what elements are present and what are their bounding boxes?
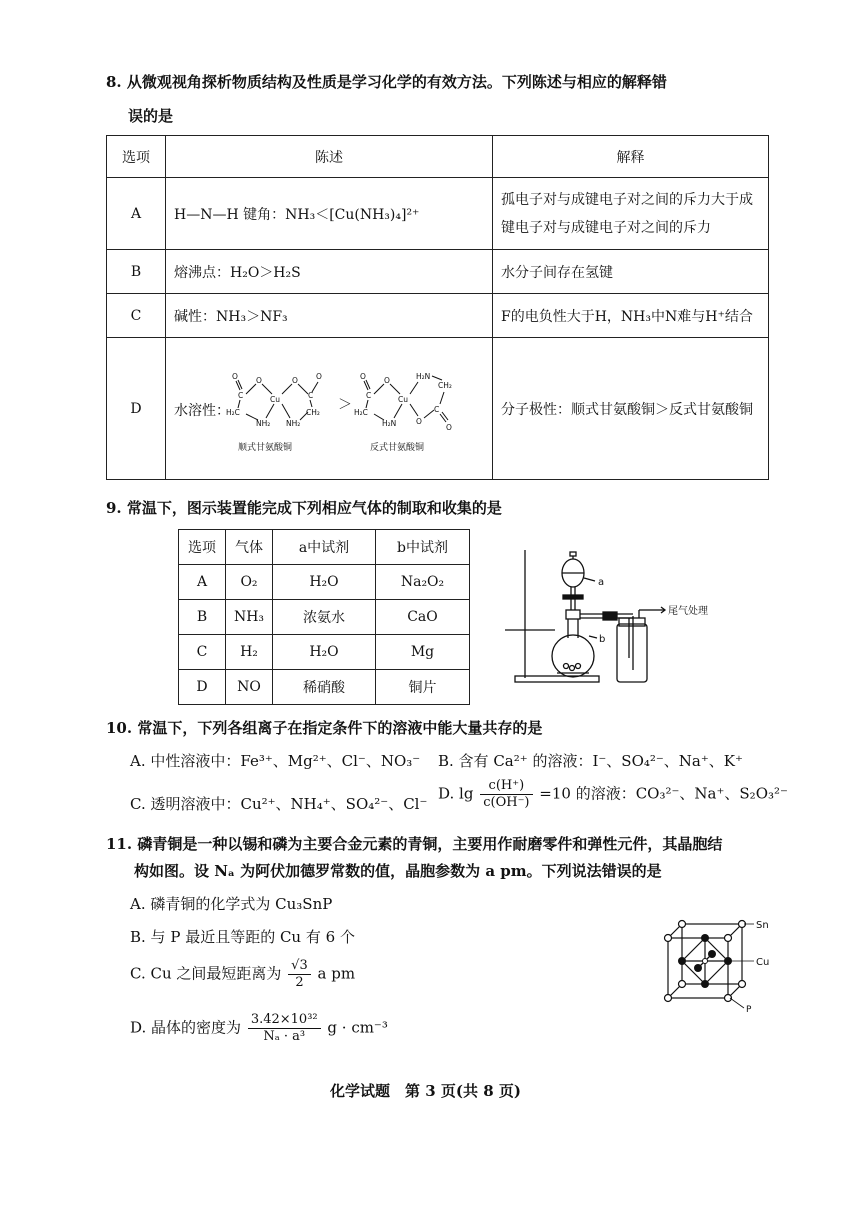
- q11-stem-line1: 11. 磷青铜是一种以锡和磷为主要合金元素的青铜，主要用作耐磨零件和弹性元件，其晶胞结: [106, 835, 723, 853]
- svg-text:CH₂: CH₂: [306, 408, 320, 417]
- q8-header-option: 选项: [107, 136, 166, 178]
- q8-stem: [106, 70, 856, 128]
- q9-table: [178, 529, 470, 705]
- q9-cell: O₂: [226, 565, 273, 600]
- q8-row-b-statement: 熔沸点：H₂O＞H₂S: [166, 250, 493, 294]
- q9-header-gas: 气体: [226, 530, 273, 565]
- q11-stem-line2: 构如图。设 Nₐ 为阿伏加德罗常数的值，晶胞参数为 a pm。下列说法错误的是: [134, 862, 662, 880]
- q8-row-c-statement: 碱性：NH₃＞NF₃: [166, 294, 493, 338]
- q9-cell: CaO: [376, 600, 470, 635]
- q9-cell: Na₂O₂: [376, 565, 470, 600]
- q9-cell: NH₃: [226, 600, 273, 635]
- svg-text:O: O: [360, 372, 366, 381]
- q9-cell: 铜片: [376, 670, 470, 705]
- svg-text:Cu: Cu: [270, 395, 280, 404]
- svg-text:C: C: [308, 391, 314, 400]
- q9-cell: C: [179, 635, 226, 670]
- svg-text:O: O: [416, 417, 422, 426]
- crystal-label-cu: Cu: [756, 957, 770, 968]
- q8-row-a-option: A: [107, 178, 166, 250]
- svg-text:C: C: [434, 405, 440, 414]
- svg-text:C: C: [366, 391, 372, 400]
- trans-label: 反式甘氨酸铜: [370, 443, 425, 453]
- q8-row-b-explain: 水分子间存在氢键: [493, 250, 769, 294]
- svg-text:O: O: [384, 376, 390, 385]
- glycinate-copper-structures: [224, 362, 474, 462]
- crystal-cell-diagram: [660, 918, 780, 1013]
- q8-row-c-explain: F的电负性大于H，NH₃中N难与H⁺结合: [493, 294, 769, 338]
- gas-apparatus-diagram: [505, 538, 745, 688]
- q8-row-b-option: B: [107, 250, 166, 294]
- q9-cell: D: [179, 670, 226, 705]
- svg-text:O: O: [256, 376, 262, 385]
- q11-d-denominator: Nₐ · a³: [263, 1029, 306, 1044]
- svg-text:O: O: [232, 372, 238, 381]
- cis-label: 顺式甘氨酸铜: [238, 443, 293, 453]
- q9-cell: 稀硝酸: [273, 670, 376, 705]
- q11-d-fraction: [248, 1012, 321, 1045]
- q10-d-fraction: [480, 778, 532, 811]
- q8-table: [106, 135, 769, 480]
- crystal-label-sn: Sn: [756, 920, 769, 931]
- q9-cell: B: [179, 600, 226, 635]
- svg-text:H₂C: H₂C: [226, 408, 240, 417]
- q11-option-a: A. 磷青铜的化学式为 Cu₃SnP: [130, 895, 333, 913]
- q8-row-a-statement: H—N—H 键角：NH₃＜[Cu(NH₃)₄]²⁺: [166, 178, 493, 250]
- q10-d-suffix: =10 的溶液：CO₃²⁻、Na⁺、S₂O₃²⁻: [539, 784, 788, 803]
- q11-option-d: [130, 1012, 388, 1045]
- q11-c-prefix: C. Cu 之间最短距离为: [130, 964, 282, 983]
- label-tail-gas: 尾气处理: [668, 606, 708, 617]
- q8-row-d-explain: 分子极性：顺式甘氨酸铜＞反式甘氨酸铜: [493, 338, 769, 480]
- svg-text:O: O: [292, 376, 298, 385]
- q8-header-statement: 陈述: [166, 136, 493, 178]
- label-a: a: [598, 577, 605, 588]
- q8-row-d-lead: 水溶性：: [174, 403, 230, 419]
- q10-option-b: B. 含有 Ca²⁺ 的溶液：I⁻、SO₄²⁻、Na⁺、K⁺: [438, 752, 743, 770]
- q11-c-denominator: 2: [295, 975, 304, 990]
- svg-text:H₂N: H₂N: [382, 419, 397, 428]
- q10-d-numerator: c(H⁺): [480, 778, 532, 795]
- q8-header-explain: 解释: [493, 136, 769, 178]
- q9-cell: H₂O: [273, 565, 376, 600]
- q9-header-b: b中试剂: [376, 530, 470, 565]
- q9-cell: Mg: [376, 635, 470, 670]
- svg-text:O: O: [316, 372, 322, 381]
- q9-cell: H₂: [226, 635, 273, 670]
- page-footer: 化学试题 第 3 页(共 8 页): [330, 1082, 521, 1100]
- q11-d-prefix: D. 晶体的密度为: [130, 1018, 242, 1037]
- q9-cell: 浓氨水: [273, 600, 376, 635]
- q11-option-b: B. 与 P 最近且等距的 Cu 有 6 个: [130, 928, 355, 946]
- q11-c-fraction: [288, 958, 311, 991]
- q11-c-numerator: √3: [288, 958, 311, 975]
- q8-row-a-explain: 孤电子对与成键电子对之间的斥力大于成键电子对与成键电子对之间的斥力: [493, 178, 769, 250]
- svg-text:C: C: [238, 391, 244, 400]
- q9-header-option: 选项: [179, 530, 226, 565]
- crystal-label-p: P: [746, 1005, 752, 1013]
- q10-d-prefix: D. lg: [438, 784, 474, 803]
- svg-text:NH₂: NH₂: [286, 419, 301, 428]
- q10-stem: 10. 常温下，下列各组离子在指定条件下的溶液中能大量共存的是: [106, 719, 543, 737]
- q11-d-suffix: g · cm⁻³: [327, 1018, 388, 1037]
- label-b: b: [599, 634, 606, 645]
- q9-cell: H₂O: [273, 635, 376, 670]
- d-compare-sign: ＞: [338, 397, 352, 413]
- svg-text:CH₂: CH₂: [438, 381, 452, 390]
- q9-header-a: a中试剂: [273, 530, 376, 565]
- q8-row-d-statement: [166, 338, 493, 480]
- svg-text:H₂N: H₂N: [416, 372, 431, 381]
- svg-text:NH₂: NH₂: [256, 419, 271, 428]
- q11-d-numerator: 3.42×10³²: [248, 1012, 321, 1029]
- q10-option-d: [438, 778, 788, 811]
- q8-stem-line1: 8. 从微观视角探析物质结构及性质是学习化学的有效方法。下列陈述与相应的解释错: [106, 73, 667, 91]
- q11-c-suffix: a pm: [317, 964, 356, 983]
- q8-row-d-option: D: [107, 338, 166, 480]
- q10-option-a: A. 中性溶液中：Fe³⁺、Mg²⁺、Cl⁻、NO₃⁻: [130, 752, 421, 770]
- q11-option-c: [130, 958, 355, 991]
- q11-stem: [106, 832, 856, 883]
- svg-text:H₂C: H₂C: [354, 408, 368, 417]
- svg-text:O: O: [446, 423, 452, 432]
- q10-option-c: C. 透明溶液中：Cu²⁺、NH₄⁺、SO₄²⁻、Cl⁻: [130, 795, 428, 813]
- q9-cell: A: [179, 565, 226, 600]
- q8-stem-line2: 误的是: [128, 107, 174, 125]
- q9-cell: NO: [226, 670, 273, 705]
- svg-text:Cu: Cu: [398, 395, 408, 404]
- q8-row-c-option: C: [107, 294, 166, 338]
- q9-stem: 9. 常温下，图示装置能完成下列相应气体的制取和收集的是: [106, 499, 502, 517]
- q10-d-denominator: c(OH⁻): [483, 795, 530, 810]
